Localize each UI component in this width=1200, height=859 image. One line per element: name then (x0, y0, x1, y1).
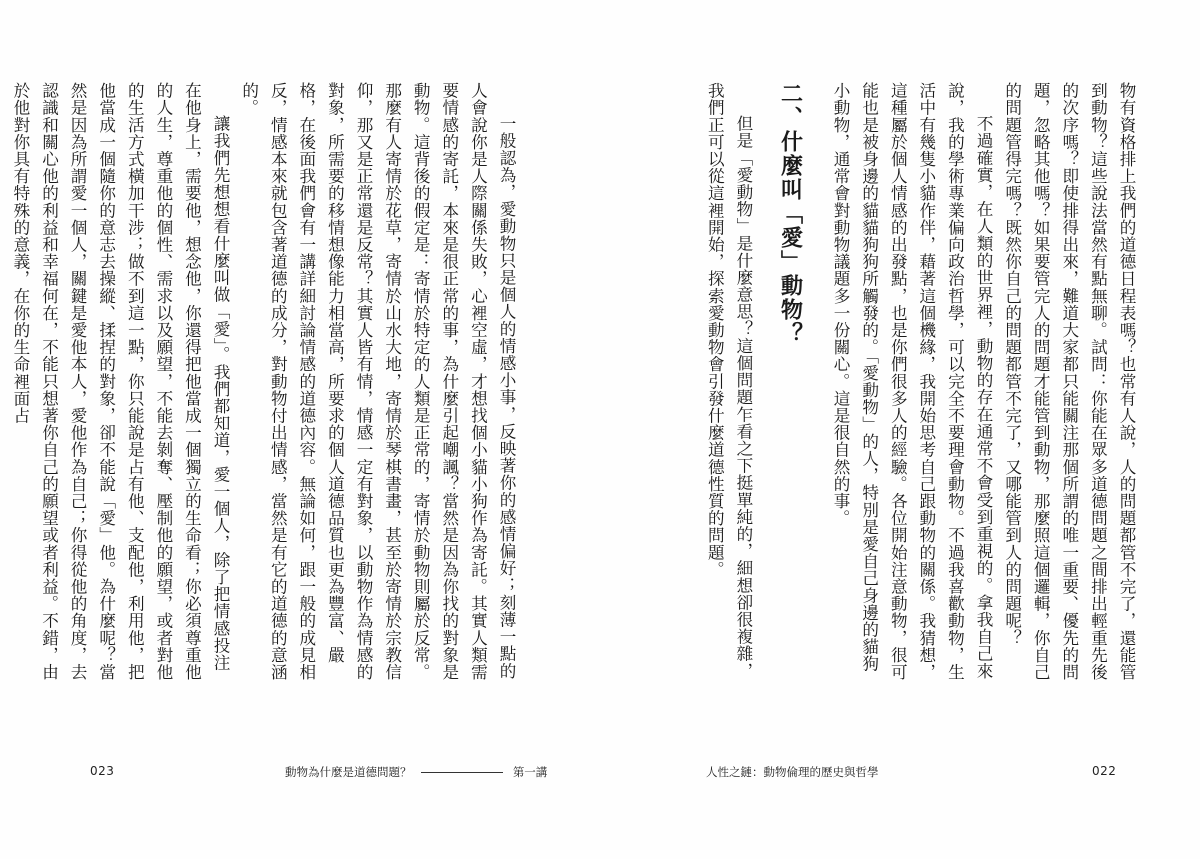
body-paragraph: 但是「愛動物」是什麼意思？這個問題乍看之下挺單純的，細想卻很複雜，我們正可以從這裡開始，探索愛動物會引發什麼道德性質的問題。 (705, 82, 753, 680)
right-footer-running-head (706, 764, 879, 780)
continued-paragraph: 物有資格排上我們的道德日程表嗎？也常有人說，人的問題都管不完了，還能管到動物？這些說法當然有點無聊。試問：你能在眾多道德問題之間排出輕重先後的次序嗎？即使排得出來，難道大家都只能關注那個所謂的唯一重要、優先的問題，忽略其他嗎？如果要管完人的問題才能管到動物，那麼照這個邏輯，你自己的問題管得完嗎？既然你自己的問題都管不完了，又哪能管到人的問題呢？ (1002, 82, 1136, 681)
page-number: 023 (90, 764, 115, 778)
running-title: 動物為什麼是道德問題？ (285, 765, 412, 779)
body-paragraph: 讓我們先想想看什麼叫做「愛」。我們都知道，愛一個人，除了把情感投注在他身上，需要他，想念他，你還得把他當成一個獨立的生命看；你必須尊重他的人生，尊重他的個性、需求以及願望，不能去剝奪、壓制他的願望，或者對他的生活方式橫加干涉；做不到這一點，你只能說是占有他、支配他，利用他，把他當成一個隨你的意志去操縱、揉捏的對象，卻不能說「愛」他。為什麼呢？當然是因為所謂愛一個人，關鍵是愛他本人，愛他作為自己；你得從他的角度，去認識和關心他的利益和幸福何在，不能只想著你自己的願望或者利益。不錯，由於他對你具有特殊的意義，在你的生命裡面占 (10, 82, 231, 681)
body-paragraph: 不過確實，在人類的世界裡，動物的存在通常不會受到重視的。拿我自己來說，我的學術專業偏向政治哲學，可以完全不要理會動物。不過我喜歡動物，生活中有幾隻小貓作伴，藉著這個機緣，我開始思考自己跟動物的關係。我猜想，這種屬於個人情感的出發點，也是你們很多人的經驗。各位開始注意動物，很可能也是被身邊的貓貓狗狗所觸發的。「愛動物」的人，特別是愛自己身邊的貓狗小動物，通常會對動物議題多一份關心。這是很自然的事。 (831, 82, 994, 681)
left-footer-running-head (285, 764, 547, 780)
section-heading: 二、什麼叫「愛」動物？ (777, 82, 803, 346)
footer-rule (421, 772, 503, 773)
body-paragraph: 一般認為，愛動物只是個人的情感小事，反映著你的感情偏好；刻薄一點的人會說你是人際關係失敗，心裡空虛，才想找個小貓小狗作為寄託。其實人類需要情感的寄託，本來是很正常的事，為什麼引起嘲諷？當然是因為你找的對象是動物。這背後的假定是：寄情於特定的人類是正常的，寄情於動物則屬於反常。那麼有人寄情於花草，寄情於山水大地，寄情於琴棋書畫，甚至於寄情於宗教信仰，那又是正常還是反常？其實人皆有情，情感一定有對象，以動物作為情感的對象，所需要的移情想像能力相當高，所要求的個人道德品質也更為豐富、嚴格，在後面我們會有一講詳細討論情感的道德內容。無論如何，跟一般的成見相反，情感本來就包含著道德的成分，對動物付出情感，當然是有它的道德的意涵的。 (239, 82, 516, 681)
left-footer-page-number (90, 764, 114, 778)
right-page-body (630, 82, 1140, 682)
left-page-body (10, 82, 520, 682)
right-page (600, 0, 1200, 859)
right-footer-page-number (1092, 764, 1116, 778)
chapter-label: 第一講 (512, 765, 548, 779)
running-title: 人性之鏈：動物倫理的歷史與哲學 (706, 765, 879, 779)
page-number: 022 (1092, 764, 1117, 778)
